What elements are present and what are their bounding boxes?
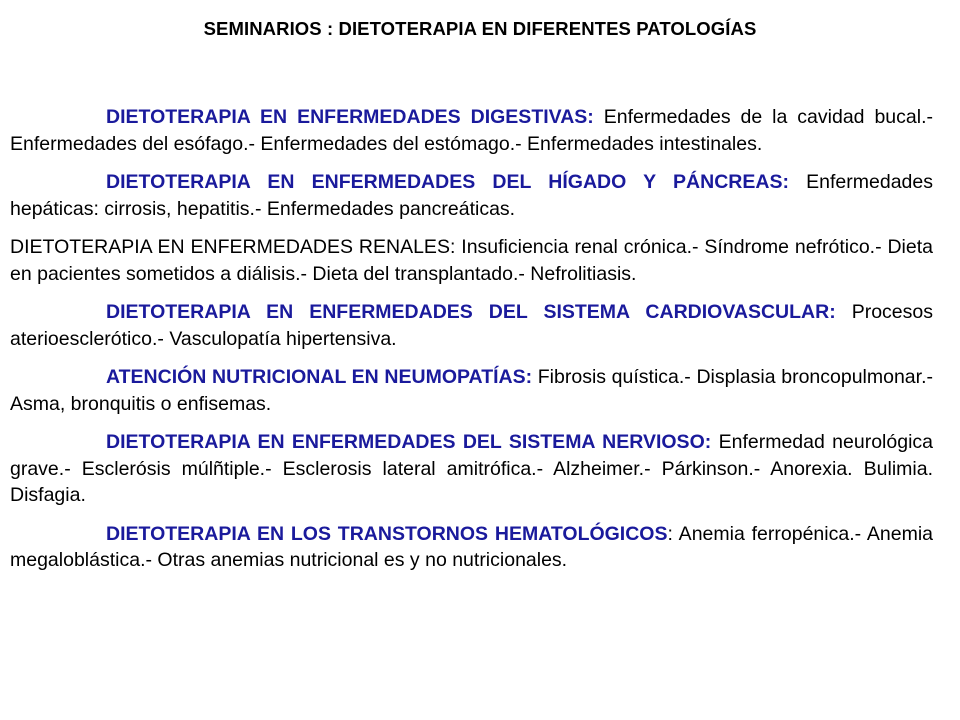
section-neumopatias [10, 364, 933, 417]
section-text: Enfermedades hepáticas: cirrosis, hepatitis.- Enfermedades pancreáticas. [10, 171, 933, 220]
section-renales [10, 234, 933, 287]
section-heading: DIETOTERAPIA EN ENFERMEDADES DEL HÍGADO Y PÁNCREAS: [106, 171, 789, 193]
section-heading: ATENCIÓN NUTRICIONAL EN NEUMOPATÍAS: [106, 366, 533, 388]
section-text: : Anemia ferropénica.- Anemia megaloblástica.- Otras anemias nutricional es y no nutricionales. [10, 522, 933, 571]
section-text: Enfermedad neurológica grave.- Esclerósis múlñtiple.- Esclerosis lateral amitrófica.- Alzheimer.- Párkinson.- Anorexia. Bulimia. Disfagia. [10, 431, 933, 506]
section-text: Fibrosis quística.- Displasia broncopulmonar.- Asma, bronquitis o enfisemas. [10, 366, 933, 415]
section-heading: DIETOTERAPIA EN ENFERMEDADES DEL SISTEMA NERVIOSO: [106, 431, 712, 453]
section-heading: DIETOTERAPIA EN LOS TRANSTORNOS HEMATOLÓGICOS [106, 522, 668, 545]
page-title: SEMINARIOS : DIETOTERAPIA EN DIFERENTES PATOLOGÍAS [203, 18, 757, 39]
document-body [10, 104, 933, 586]
section-heading: DIETOTERAPIA EN ENFERMEDADES DIGESTIVAS: [106, 106, 594, 128]
section-higado-pancreas [10, 169, 933, 222]
section-heading: DIETOTERAPIA EN ENFERMEDADES RENALES: [10, 236, 456, 258]
section-nervioso [10, 429, 933, 509]
section-text: Procesos aterioesclerótico.- Vasculopatía hipertensiva. [10, 301, 933, 350]
section-cardiovascular [10, 299, 933, 352]
section-hematologicos [10, 521, 933, 574]
section-text: Insuficiencia renal crónica.- Síndrome nefrótico.- Dieta en pacientes sometidos a diálisis.- Dieta del transplantado.- Nefrolitiasis. [10, 236, 933, 285]
section-heading: DIETOTERAPIA EN ENFERMEDADES DEL SISTEMA CARDIOVASCULAR: [106, 301, 836, 323]
section-text: Enfermedades de la cavidad bucal.- Enfermedades del esófago.- Enfermedades del estómago.- Enfermedades intestinales. [10, 106, 933, 155]
section-digestivas [10, 104, 933, 157]
